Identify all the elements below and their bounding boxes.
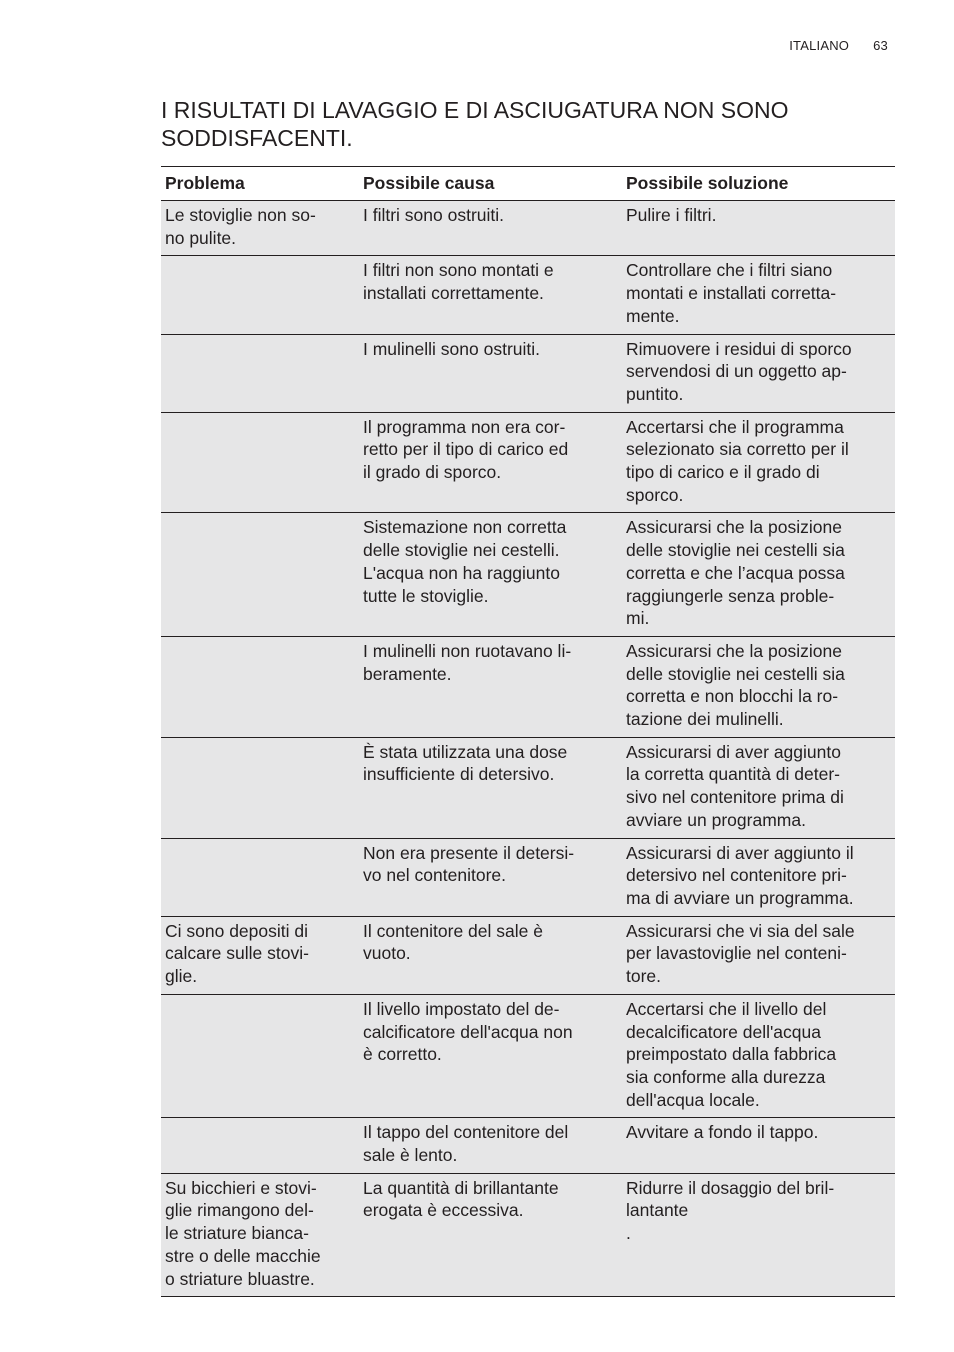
table-header-row (161, 167, 895, 201)
cell-cause: I filtri non sono montati e installati correttamente. (359, 256, 622, 334)
cell-solution: Pulire i filtri. (622, 201, 895, 256)
section-title: I RISULTATI DI LAVAGGIO E DI ASCIUGATURA NON SONO SODDISFACENTI. (161, 97, 789, 151)
cell-solution: Accertarsi che il programma selezionato sia corretto per il tipo di carico e il grado di sporco. (622, 412, 895, 513)
cell-problem (161, 256, 359, 334)
cell-cause: I filtri sono ostruiti. (359, 201, 622, 256)
cell-cause: Non era presente il detersi- vo nel contenitore. (359, 838, 622, 916)
cell-problem (161, 636, 359, 737)
cell-problem (161, 513, 359, 637)
table-row (161, 916, 895, 994)
cell-problem: Ci sono depositi di calcare sulle stovi- glie. (161, 916, 359, 994)
cell-cause: I mulinelli sono ostruiti. (359, 334, 622, 412)
cell-solution: Assicurarsi di aver aggiunto il detersivo nel contenitore pri- ma di avviare un programma. (622, 838, 895, 916)
cell-solution: Ridurre il dosaggio del bril- lantante . (622, 1173, 895, 1297)
cell-solution: Assicurarsi che la posizione delle stoviglie nei cestelli sia corretta e che l’acqua possa raggiungerle senza proble- mi. (622, 513, 895, 637)
cell-cause: Il contenitore del sale è vuoto. (359, 916, 622, 994)
page-number: 63 (873, 38, 888, 53)
cell-cause: I mulinelli non ruotavano li- beramente. (359, 636, 622, 737)
column-header-solution: Possibile soluzione (622, 167, 895, 201)
cell-cause: Il programma non era cor- retto per il tipo di carico ed il grado di sporco. (359, 412, 622, 513)
language-label: ITALIANO (789, 38, 850, 53)
cell-solution: Accertarsi che il livello del decalcificatore dell'acqua preimpostato dalla fabbrica sia conforme alla durezza dell'acqua locale. (622, 994, 895, 1118)
cell-solution: Assicurarsi che la posizione delle stoviglie nei cestelli sia corretta e non blocchi la ro- tazione dei mulinelli. (622, 636, 895, 737)
cell-problem (161, 334, 359, 412)
table-row (161, 412, 895, 513)
table-row (161, 636, 895, 737)
column-header-cause: Possibile causa (359, 167, 622, 201)
cell-problem (161, 1118, 359, 1173)
cell-problem (161, 838, 359, 916)
troubleshooting-table (161, 166, 895, 1297)
cell-solution: Controllare che i filtri siano montati e installati corretta- mente. (622, 256, 895, 334)
page-header (789, 38, 888, 53)
cell-solution: Assicurarsi che vi sia del sale per lavastoviglie nel conteni- tore. (622, 916, 895, 994)
cell-cause: Sistemazione non corretta delle stoviglie nei cestelli. L'acqua non ha raggiunto tutte le stoviglie. (359, 513, 622, 637)
table-row (161, 737, 895, 838)
cell-solution: Assicurarsi di aver aggiunto la corretta quantità di deter- sivo nel contenitore prima di avviare un programma. (622, 737, 895, 838)
cell-solution: Rimuovere i residui di sporco servendosi di un oggetto ap- puntito. (622, 334, 895, 412)
table-row (161, 994, 895, 1118)
cell-cause: Il livello impostato del de- calcificatore dell'acqua non è corretto. (359, 994, 622, 1118)
cell-cause: Il tappo del contenitore del sale è lento. (359, 1118, 622, 1173)
table-row (161, 201, 895, 256)
table-row (161, 256, 895, 334)
column-header-problem: Problema (161, 167, 359, 201)
cell-cause: È stata utilizzata una dose insufficiente di detersivo. (359, 737, 622, 838)
table-row (161, 838, 895, 916)
cell-problem (161, 994, 359, 1118)
cell-solution: Avvitare a fondo il tappo. (622, 1118, 895, 1173)
cell-problem: Su bicchieri e stovi- glie rimangono del- le striature bianca- stre o delle macchie o striature bluastre. (161, 1173, 359, 1297)
cell-cause: La quantità di brillantante erogata è eccessiva. (359, 1173, 622, 1297)
cell-problem (161, 412, 359, 513)
table-row (161, 1118, 895, 1173)
table-row (161, 513, 895, 637)
cell-problem: Le stoviglie non so- no pulite. (161, 201, 359, 256)
table-row (161, 1173, 895, 1297)
table-row (161, 334, 895, 412)
cell-problem (161, 737, 359, 838)
table-body (161, 201, 895, 1297)
